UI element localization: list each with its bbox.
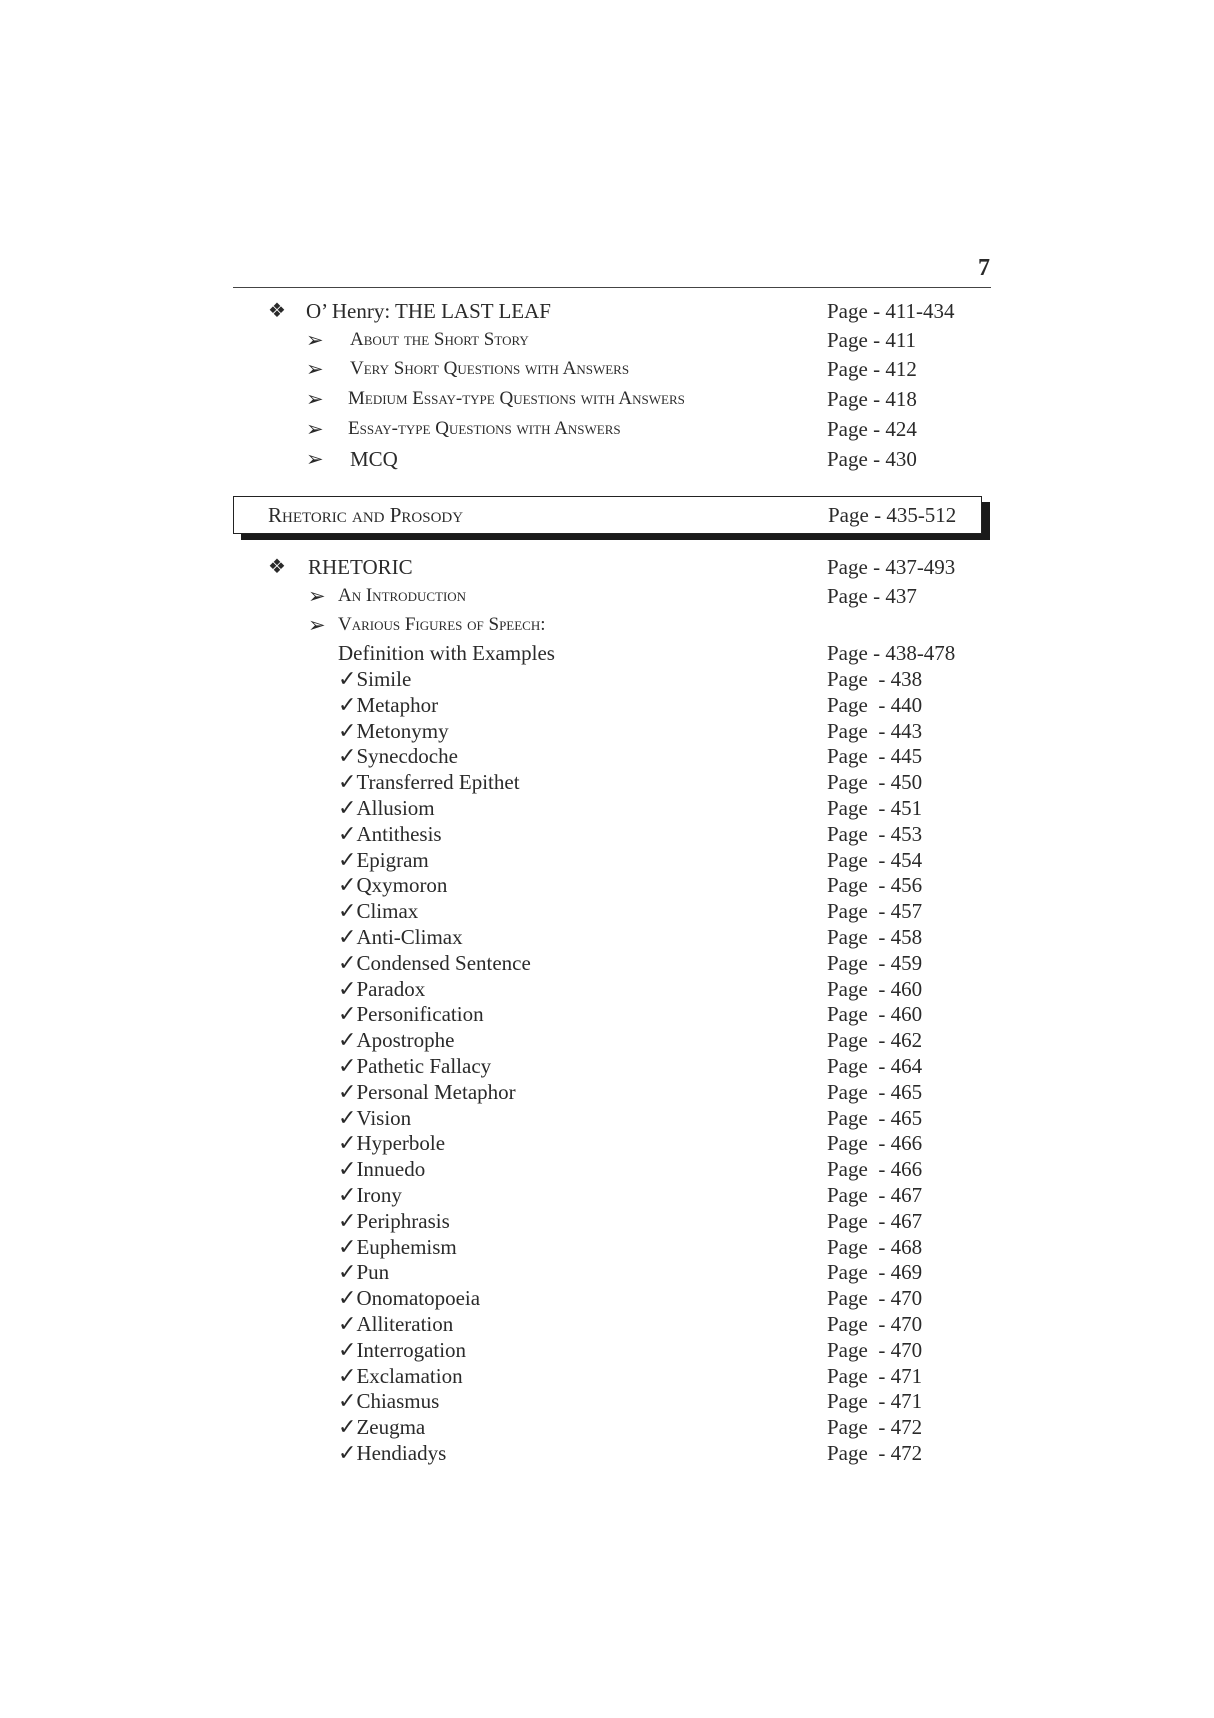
figure-name: Chiasmus xyxy=(356,1389,440,1414)
figure-label xyxy=(338,950,531,976)
checkmark-icon: ✓ xyxy=(338,1311,357,1336)
figure-page: Page - 459 xyxy=(827,950,923,975)
figure-page: Page - 460 xyxy=(827,1002,923,1027)
figure-name: Anti-Climax xyxy=(356,925,463,949)
checkmark-icon: ✓ xyxy=(338,666,357,691)
definition-page: Page - 438-478 xyxy=(827,641,956,665)
figure-label xyxy=(338,872,447,898)
figure-name: Allusiom xyxy=(356,796,435,820)
figure-label xyxy=(338,1130,445,1156)
checkmark-icon: ✓ xyxy=(338,1336,357,1362)
diamond-bullet-icon: ❖ xyxy=(268,300,286,322)
figure-label xyxy=(338,1259,389,1285)
checkmark-icon: ✓ xyxy=(338,1440,357,1465)
figure-page: Page - 465 xyxy=(827,1079,923,1104)
figure-label xyxy=(338,1234,457,1260)
subentry-page: Page - 430 xyxy=(827,447,917,471)
figure-label xyxy=(338,821,442,847)
figure-page: Page - 469 xyxy=(827,1260,923,1285)
subentry-page: Page - 437 xyxy=(827,584,917,608)
figure-page: Page - 450 xyxy=(827,770,923,795)
figure-name: Epigram xyxy=(356,847,429,872)
figure-page: Page - 471 xyxy=(827,1363,923,1388)
checkmark-icon: ✓ xyxy=(338,795,357,820)
checkmark-icon: ✓ xyxy=(338,1053,357,1078)
figure-page: Page - 438 xyxy=(827,667,923,691)
checkmark-icon: ✓ xyxy=(338,691,357,717)
figure-name: Innuedo xyxy=(356,1157,426,1182)
figure-label xyxy=(338,898,418,924)
figure-name: Antithesis xyxy=(356,821,442,846)
checkmark-icon: ✓ xyxy=(338,1027,357,1053)
figure-name: Interrogation xyxy=(356,1337,467,1362)
figure-name: Irony xyxy=(356,1183,402,1207)
figure-page: Page - 457 xyxy=(827,899,923,924)
checkmark-icon: ✓ xyxy=(338,1233,357,1259)
checkmark-icon: ✓ xyxy=(338,1156,357,1182)
checkmark-icon: ✓ xyxy=(338,717,357,743)
entry-title: RHETORIC xyxy=(308,555,413,579)
figure-name: Metaphor xyxy=(356,692,439,717)
figure-page: Page - 467 xyxy=(827,1208,923,1233)
figure-name: Alliteration xyxy=(356,1312,454,1336)
checkmark-icon: ✓ xyxy=(338,1001,357,1027)
figure-name: Exclamation xyxy=(356,1363,463,1388)
checkmark-icon: ✓ xyxy=(338,846,357,872)
checkmark-icon: ✓ xyxy=(338,1362,357,1388)
checkmark-icon: ✓ xyxy=(338,1207,357,1233)
figure-name: Synecdoche xyxy=(356,744,458,769)
figure-page: Page - 440 xyxy=(827,692,923,717)
unit-heading-box[interactable] xyxy=(233,496,982,534)
arrowhead-bullet-icon: ➢ xyxy=(308,613,326,637)
subentry-label: Medium Essay-type Questions with Answers xyxy=(348,388,685,409)
checkmark-icon: ✓ xyxy=(338,1259,357,1285)
figure-page: Page - 467 xyxy=(827,1183,923,1207)
figure-name: Climax xyxy=(356,899,419,924)
figure-name: Apostrophe xyxy=(356,1028,455,1053)
figure-page: Page - 464 xyxy=(827,1054,923,1078)
checkmark-icon: ✓ xyxy=(338,872,357,898)
arrowhead-bullet-icon: ➢ xyxy=(306,328,324,352)
checkmark-icon: ✓ xyxy=(338,1414,357,1440)
diamond-bullet-icon: ❖ xyxy=(268,556,286,578)
figure-label xyxy=(338,1311,453,1337)
figure-label xyxy=(338,1388,439,1414)
subentry-label: An Introduction xyxy=(338,585,467,606)
figure-name: Personal Metaphor xyxy=(356,1079,516,1104)
figure-label xyxy=(338,1079,516,1105)
subentry-page: Page - 418 xyxy=(827,387,917,411)
figure-label xyxy=(338,1440,446,1466)
figure-page: Page - 458 xyxy=(827,925,923,949)
figure-label xyxy=(338,1001,484,1027)
checkmark-icon: ✓ xyxy=(338,820,357,846)
figure-label xyxy=(338,692,438,718)
figure-name: Qxymoron xyxy=(356,873,448,898)
figure-page: Page - 466 xyxy=(827,1131,923,1156)
header-rule xyxy=(233,287,991,288)
figure-name: Euphemism xyxy=(356,1234,457,1259)
figure-label xyxy=(338,743,458,769)
figure-name: Metonymy xyxy=(356,718,449,743)
figure-label xyxy=(338,1285,480,1311)
arrowhead-bullet-icon: ➢ xyxy=(306,357,324,381)
entry-page: Page - 437-493 xyxy=(827,555,956,579)
unit-page: Page - 435-512 xyxy=(828,503,957,527)
figure-label xyxy=(338,769,520,795)
subentry-label: MCQ xyxy=(350,447,398,471)
figure-label xyxy=(338,1105,411,1131)
figure-name: Pathetic Fallacy xyxy=(356,1054,492,1078)
checkmark-icon: ✓ xyxy=(338,1182,357,1207)
figure-page: Page - 468 xyxy=(827,1234,923,1259)
arrowhead-bullet-icon: ➢ xyxy=(308,584,326,608)
unit-title: Rhetoric and Prosody xyxy=(268,503,464,527)
page-number: 7 xyxy=(978,255,990,281)
figure-label xyxy=(338,1156,425,1182)
figure-name: Paradox xyxy=(356,976,426,1001)
checkmark-icon: ✓ xyxy=(338,1285,357,1311)
figure-label xyxy=(338,1363,463,1389)
definition-label: Definition with Examples xyxy=(338,641,555,665)
figure-page: Page - 470 xyxy=(827,1312,923,1336)
checkmark-icon: ✓ xyxy=(338,898,357,924)
figure-label xyxy=(338,795,435,821)
figure-page: Page - 471 xyxy=(827,1389,923,1414)
figure-page: Page - 466 xyxy=(827,1157,923,1182)
figure-page: Page - 470 xyxy=(827,1286,923,1311)
figure-name: Personification xyxy=(356,1002,484,1027)
figure-name: Transferred Epithet xyxy=(356,770,520,795)
checkmark-icon: ✓ xyxy=(338,769,357,795)
figure-label xyxy=(338,1053,491,1079)
checkmark-icon: ✓ xyxy=(338,975,357,1001)
figure-page: Page - 451 xyxy=(827,796,923,820)
figure-name: Onomatopoeia xyxy=(356,1286,481,1311)
checkmark-icon: ✓ xyxy=(338,949,357,975)
checkmark-icon: ✓ xyxy=(338,1104,357,1130)
subentry-page: Page - 411 xyxy=(827,328,917,352)
figure-label xyxy=(338,666,411,692)
figure-name: Zeugma xyxy=(356,1415,426,1440)
checkmark-icon: ✓ xyxy=(338,1078,357,1104)
entry-title: O’ Henry: THE LAST LEAF xyxy=(306,299,551,323)
subentry-page: Page - 424 xyxy=(827,417,917,441)
figure-label xyxy=(338,976,425,1002)
figure-page: Page - 454 xyxy=(827,847,923,872)
figure-page: Page - 456 xyxy=(827,873,923,898)
subentry-label: Various Figures of Speech: xyxy=(338,614,546,635)
figure-label xyxy=(338,1027,454,1053)
subentry-label: About the Short Story xyxy=(350,329,529,350)
figure-page: Page - 453 xyxy=(827,821,923,846)
figure-name: Condensed Sentence xyxy=(356,950,531,975)
figure-name: Periphrasis xyxy=(356,1208,450,1233)
checkmark-icon: ✓ xyxy=(338,1130,357,1156)
figure-label xyxy=(338,924,463,950)
figure-page: Page - 472 xyxy=(827,1441,923,1465)
figure-page: Page - 470 xyxy=(827,1337,923,1362)
checkmark-icon: ✓ xyxy=(338,924,357,949)
figure-label xyxy=(338,1337,466,1363)
figure-page: Page - 462 xyxy=(827,1028,923,1053)
figure-page: Page - 460 xyxy=(827,976,923,1001)
figure-name: Simile xyxy=(356,667,412,691)
arrowhead-bullet-icon: ➢ xyxy=(306,387,324,411)
figure-page: Page - 472 xyxy=(827,1415,923,1440)
arrowhead-bullet-icon: ➢ xyxy=(306,447,324,471)
figure-label xyxy=(338,718,449,744)
figure-name: Hendiadys xyxy=(356,1441,447,1465)
figure-name: Pun xyxy=(356,1260,390,1285)
arrowhead-bullet-icon: ➢ xyxy=(306,417,324,441)
figure-page: Page - 445 xyxy=(827,744,923,769)
entry-page: Page - 411-434 xyxy=(827,299,955,323)
figure-label xyxy=(338,1182,402,1208)
figure-name: Hyperbole xyxy=(356,1131,446,1156)
subentry-label: Essay-type Questions with Answers xyxy=(348,418,621,439)
figure-label xyxy=(338,847,429,873)
subentry-label: Very Short Questions with Answers xyxy=(350,358,630,379)
figure-label xyxy=(338,1414,425,1440)
subentry-page: Page - 412 xyxy=(827,357,917,381)
checkmark-icon: ✓ xyxy=(338,1388,357,1414)
figure-name: Vision xyxy=(356,1105,412,1130)
figure-label xyxy=(338,1208,450,1234)
figure-page: Page - 465 xyxy=(827,1105,923,1130)
figure-page: Page - 443 xyxy=(827,718,923,743)
checkmark-icon: ✓ xyxy=(338,743,357,769)
